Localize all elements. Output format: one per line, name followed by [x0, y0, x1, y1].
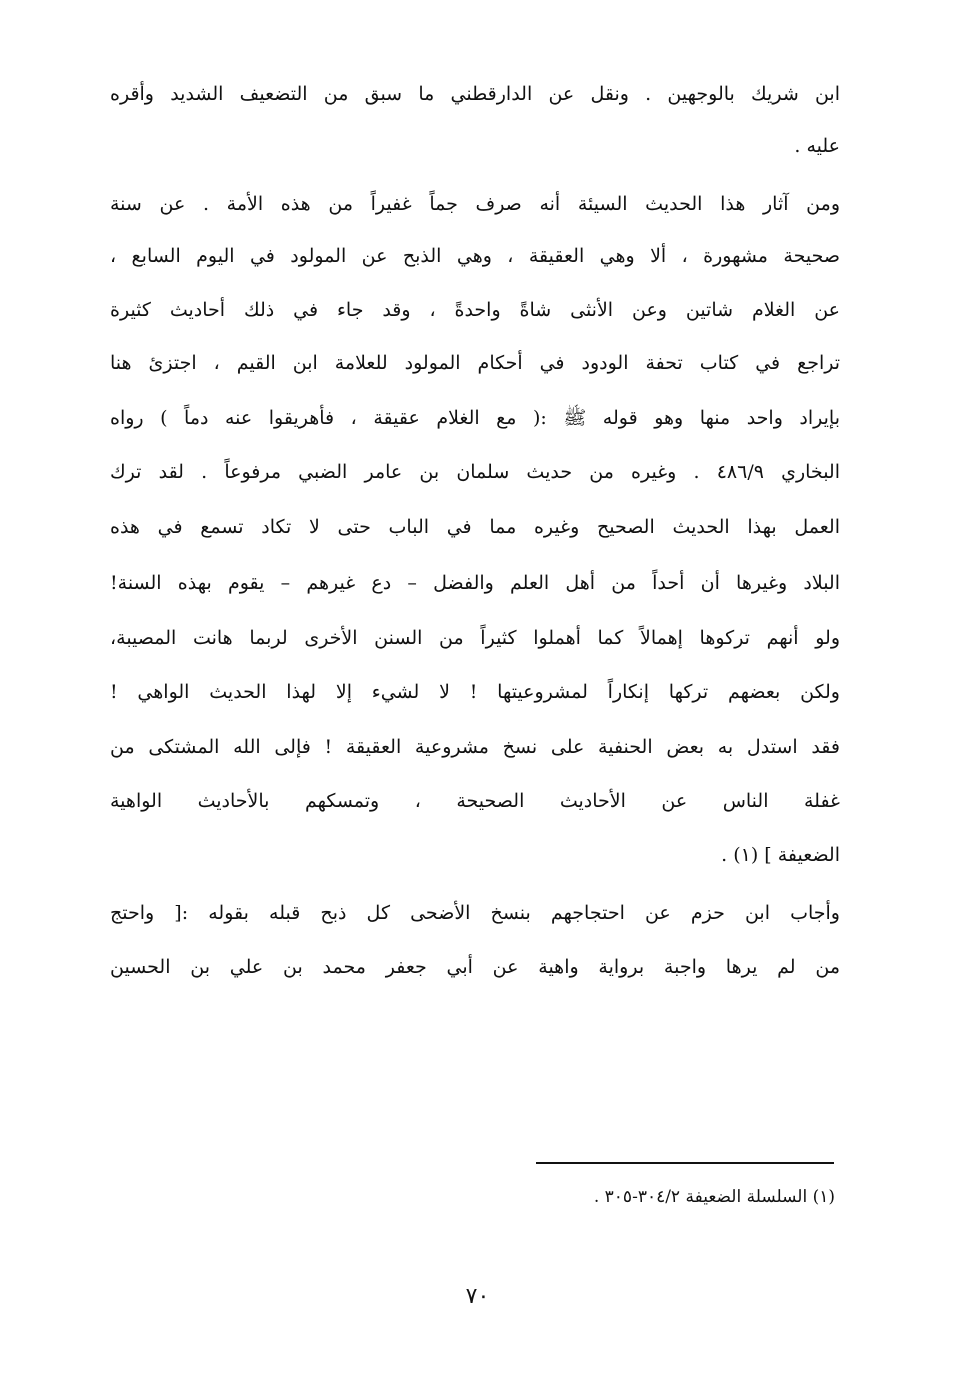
footnote-separator	[536, 1162, 834, 1164]
text-line: الضعيفة ] (١) .	[721, 844, 840, 866]
text-line: تراجع في كتاب تحفة الودود في أحكام المولود للعلامة ابن القيم ، اجتزئ هنا	[110, 352, 840, 374]
text-line: وأجاب ابن حزم عن احتجاجهم بنسخ الأضحى كل ذبح قبله بقوله :[ واحتج	[110, 902, 840, 924]
text-line: بإيراد واحد منها وهو قوله ﷺ :( مع الغلام عقيقة ، فأهريقوا عنه دماً ) رواه	[110, 407, 840, 429]
text-line: ولو أنهم تركوها إهمالاً كما أهملوا كثيراً من السنن الأخرى لربما هانت المصيبة،	[110, 627, 840, 649]
text-line: عليه .	[794, 135, 840, 157]
text-line: العمل بهذا الحديث الصحيح وغيره مما في الباب حتى لا تكاد تسمع في هذه	[110, 516, 840, 538]
text-line: البلاد وغيرها أن أحداً من أهل العلم والفضل – دع غيرهم – يقوم بهذه السنة!	[110, 572, 840, 594]
text-line: من لم يرها واجبة برواية واهية عن أبي جعفر محمد بن علي بن الحسين	[110, 956, 840, 978]
text-line: ولكن بعضهم تركها إنكاراً لمشروعيتها ! لا لشيء إلا لهذا الحديث الواهي !	[110, 681, 840, 703]
page-number: ٧٠	[465, 1284, 490, 1309]
text-line: غفلة الناس عن الأحاديث الصحيحة ، وتمسكهم بالأحاديث الواهية	[110, 790, 840, 812]
text-line: صحيحة مشهورة ، ألا وهي العقيقة ، وهي الذبح عن المولود في اليوم السابع ،	[110, 245, 840, 267]
text-line: ابن شريك بالوجهين . ونقل عن الدارقطني ما سبق من التضعيف الشديد وأقره	[110, 83, 840, 105]
text-line: فقد استدل به بعض الحنفية على نسخ مشروعية العقيقة ! فإلى الله المشتكى من	[110, 736, 840, 758]
text-line: البخاري ٤٨٦/٩ . وغيره من حديث سلمان بن عامر الضبي مرفوعاً . لقد ترك	[110, 461, 841, 483]
text-line: عن الغلام شاتين وعن الأنثى شاةً واحدةً ، وقد جاء في ذلك أحاديث كثيرة	[110, 299, 840, 321]
footnote: (١) السلسلة الضعيفة ٣٠٤/٢-٣٠٥ .	[593, 1187, 835, 1207]
text-line: ومن آثار هذا الحديث السيئة أنه صرف جماً غفيراً من هذه الأمة . عن سنة	[110, 193, 840, 215]
